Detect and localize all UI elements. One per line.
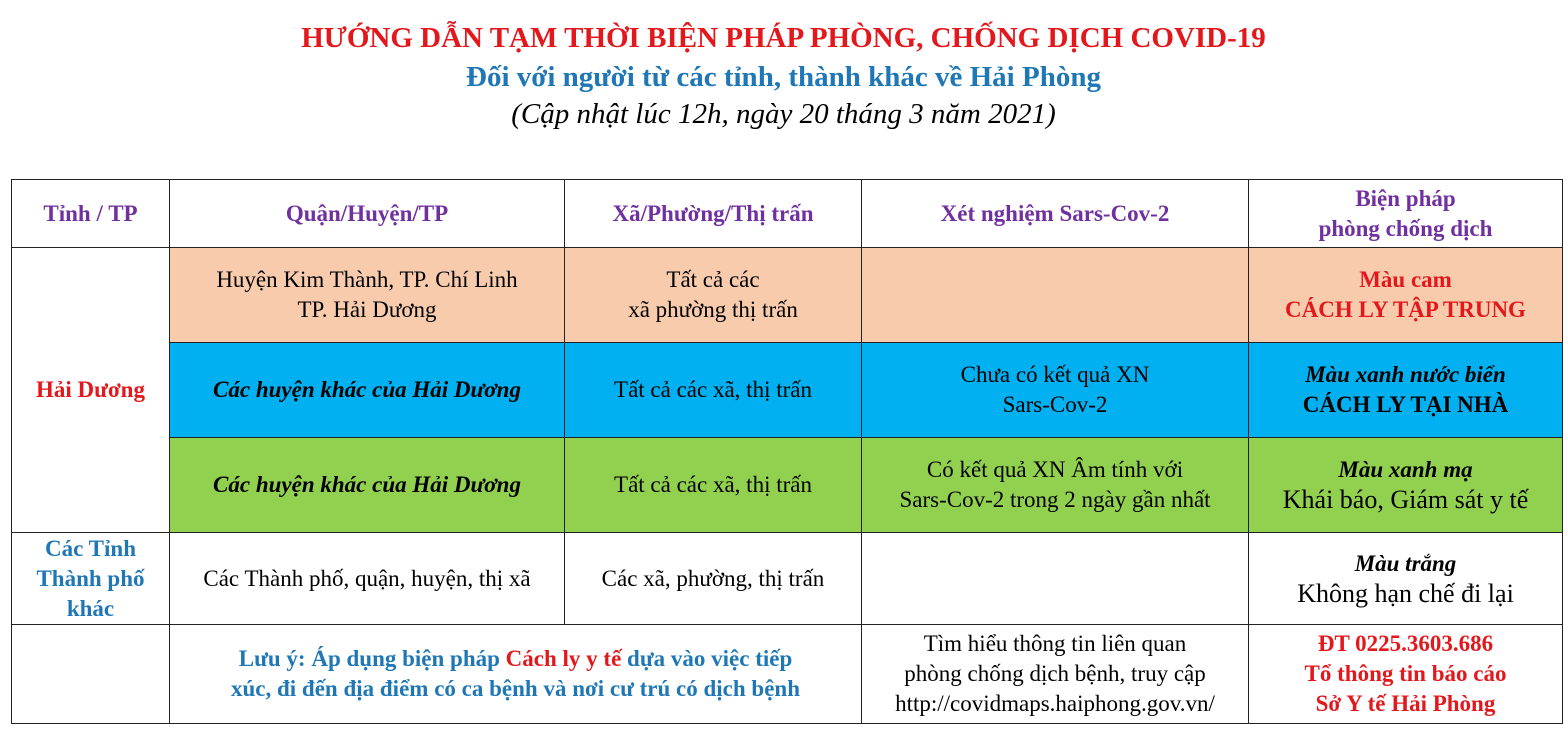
table-row-white	[12, 533, 1563, 625]
header-district: Quận/Huyện/TP	[170, 180, 565, 248]
header-province: Tỉnh / TP	[12, 180, 170, 248]
district-cell: Các huyện khác của Hải Dương	[170, 343, 565, 438]
test-cell	[862, 343, 1249, 438]
table-row-green	[12, 438, 1563, 533]
contact-line: Tổ thông tin báo cáo	[1304, 661, 1507, 686]
guidance-table	[11, 179, 1563, 724]
note-prefix: Lưu ý: Áp dụng biện pháp	[238, 646, 506, 671]
measure-color-label: Màu trắng	[1354, 550, 1457, 576]
measure-color-label: Màu xanh mạ	[1338, 457, 1473, 482]
province-other-line: khác	[66, 595, 115, 621]
commune-line: Tất cả các	[666, 267, 760, 292]
table-header-row	[12, 180, 1563, 248]
test-line: Sars-Cov-2	[1002, 392, 1108, 417]
measure-cell	[1249, 248, 1563, 343]
district-cell: Các huyện khác của Hải Dương	[170, 438, 565, 533]
commune-cell: Tất cả các xã, thị trấn	[565, 438, 862, 533]
info-line: Tìm hiểu thông tin liên quan	[923, 631, 1187, 656]
footer-note-line2: xúc, đi đến địa điểm có ca bệnh và nơi cư trú có dịch bệnh	[230, 676, 800, 701]
measure-cell	[1249, 438, 1563, 533]
province-other-line: Các Tỉnh	[45, 535, 136, 561]
measure-color-label: Màu cam	[1359, 267, 1452, 292]
header-test: Xét nghiệm Sars-Cov-2	[862, 180, 1249, 248]
measure-action: Khái báo, Giám sát y tế	[1282, 485, 1529, 514]
header-measure-line2: phòng chống dịch	[1318, 215, 1493, 241]
commune-cell: Tất cả các xã, thị trấn	[565, 343, 862, 438]
commune-line: xã phường thị trấn	[628, 297, 798, 322]
province-other	[12, 533, 170, 625]
district-line: Huyện Kim Thành, TP. Chí Linh	[216, 267, 518, 292]
measure-color-label: Màu xanh nước biển	[1305, 362, 1506, 387]
measure-action: CÁCH LY TẬP TRUNG	[1285, 297, 1526, 322]
test-line: Có kết quả XN Âm tính với	[926, 457, 1184, 482]
note-highlight: Cách ly y tế	[505, 646, 622, 671]
commune-cell: Các xã, phường, thị trấn	[565, 533, 862, 625]
measure-action: Không hạn chế đi lại	[1297, 578, 1514, 608]
footer-empty-cell	[12, 625, 170, 724]
table-row-blue	[12, 343, 1563, 438]
table-footer-row	[12, 625, 1563, 724]
district-cell	[170, 248, 565, 343]
province-other-line: Thành phố	[36, 565, 145, 591]
update-note: (Cập nhật lúc 12h, ngày 20 tháng 3 năm 2021)	[511, 98, 1056, 130]
document-title: HƯỚNG DẪN TẠM THỜI BIỆN PHÁP PHÒNG, CHỐNG DỊCH COVID-19	[301, 22, 1266, 54]
document-subtitle: Đối với người từ các tỉnh, thành khác về Hải Phòng	[466, 61, 1101, 93]
test-cell	[862, 248, 1249, 343]
info-line: phòng chống dịch bệnh, truy cập	[904, 661, 1206, 686]
district-cell: Các Thành phố, quận, huyện, thị xã	[170, 533, 565, 625]
contact-phone: ĐT 0225.3603.686	[1317, 631, 1494, 656]
footer-note	[170, 625, 862, 724]
measure-action: CÁCH LY TẠI NHÀ	[1302, 392, 1509, 417]
footer-contact	[1249, 625, 1563, 724]
contact-line: Sở Y tế Hải Phòng	[1315, 691, 1496, 716]
info-link[interactable]: http://covidmaps.haiphong.gov.vn/	[895, 691, 1215, 716]
test-line: Sars-Cov-2 trong 2 ngày gần nhất	[899, 487, 1211, 512]
test-cell	[862, 438, 1249, 533]
header-measure-line1: Biện pháp	[1355, 185, 1456, 211]
header-commune: Xã/Phường/Thị trấn	[565, 180, 862, 248]
measure-cell	[1249, 533, 1563, 625]
footer-note-line1	[176, 644, 855, 674]
footer-info	[862, 625, 1249, 724]
table-row-orange	[12, 248, 1563, 343]
test-line: Chưa có kết quả XN	[960, 362, 1150, 387]
province-hai-duong: Hải Dương	[12, 248, 170, 533]
header-measure	[1249, 180, 1563, 248]
test-cell	[862, 533, 1249, 625]
district-line: TP. Hải Dương	[297, 297, 437, 322]
note-suffix: dựa vào việc tiếp	[621, 646, 793, 671]
measure-cell	[1249, 343, 1563, 438]
commune-cell	[565, 248, 862, 343]
